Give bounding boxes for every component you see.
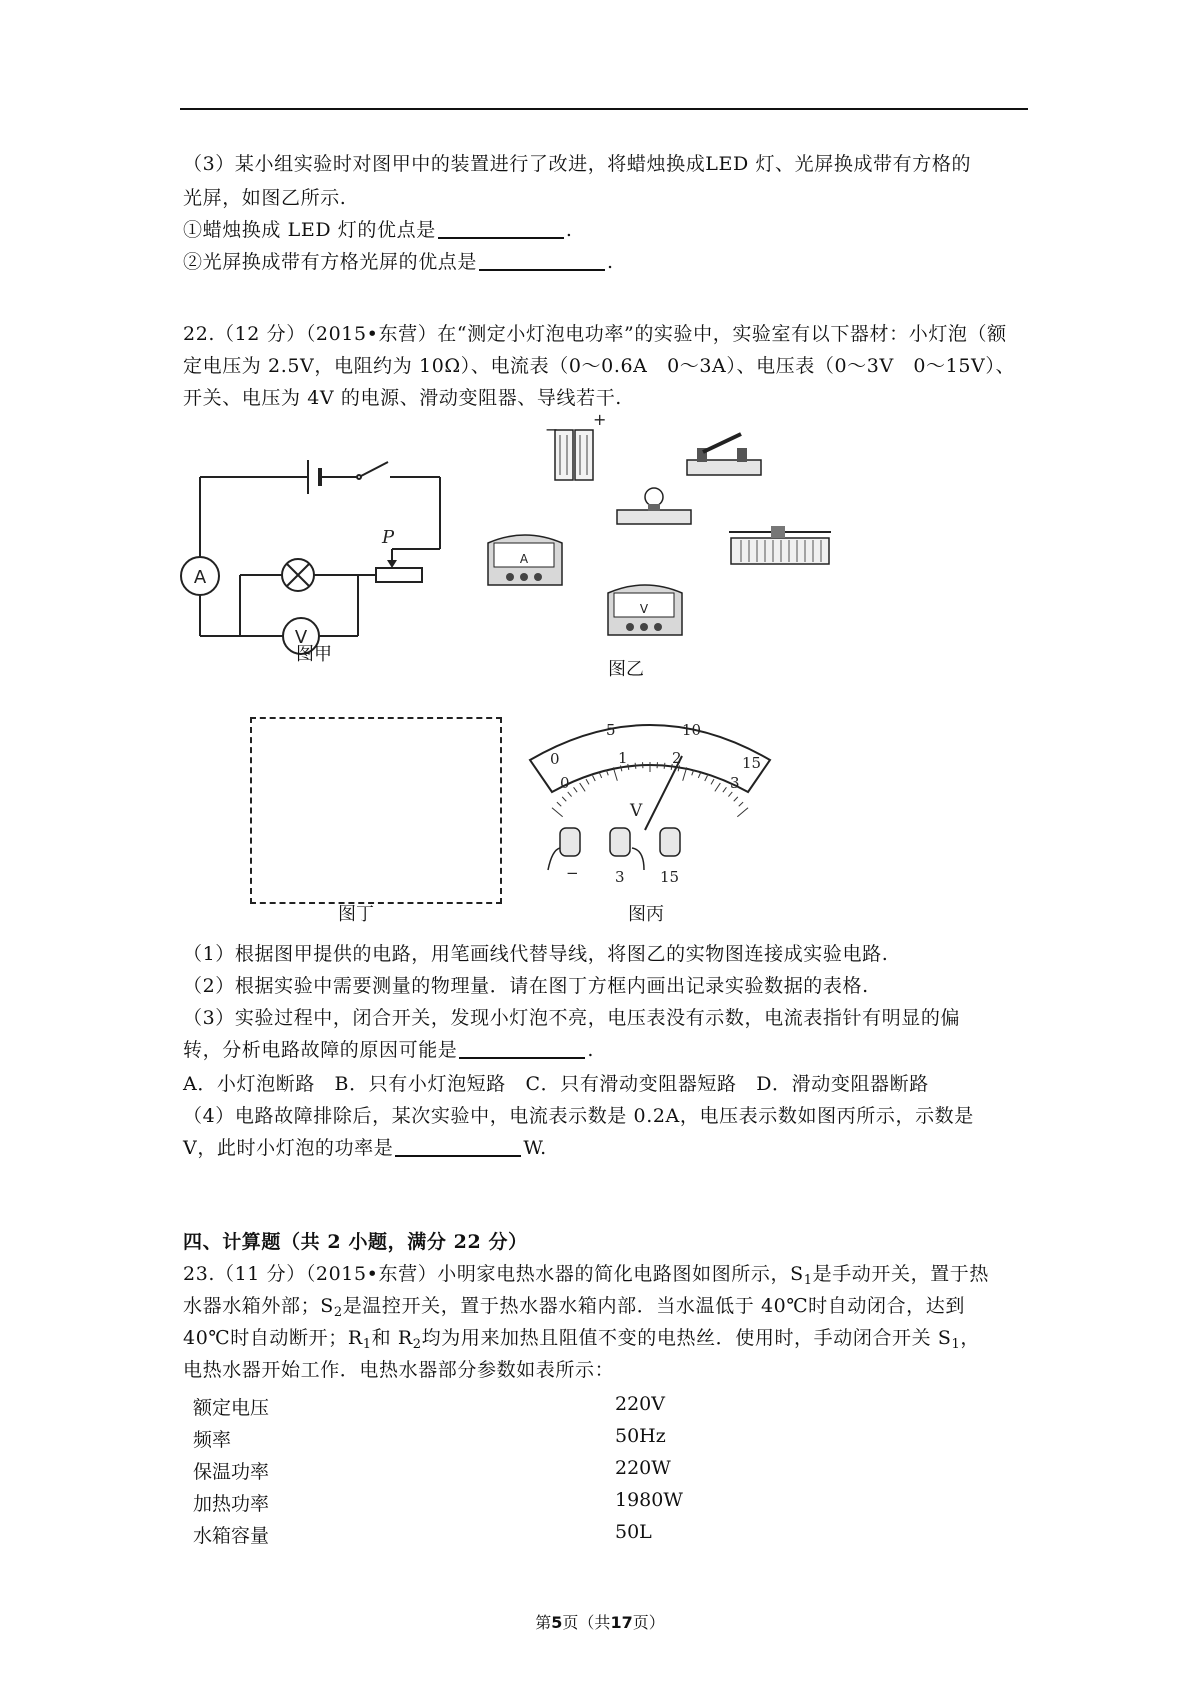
dial-tick [599,772,601,778]
q22-part3-text: 转，分析电路故障的原因可能是 [183,1039,458,1061]
q23-line3 [183,1327,980,1356]
answer-blank[interactable] [479,251,605,271]
q23-line3-text: 40℃时自动断开；R [183,1327,363,1349]
upper-scale-10: 10 [682,721,702,739]
svg-text:A: A [519,552,529,566]
comma: ， [960,1327,980,1349]
q22-part2: （2）根据实验中需要测量的物理量．请在图丁方框内画出记录实验数据的表格. [183,975,869,997]
dial-tick [635,763,636,769]
page-total: 17 [610,1613,633,1632]
answer-blank[interactable] [459,1039,585,1059]
battery-icon [545,410,607,485]
q21-item2 [183,251,614,273]
dial-tick [737,808,748,817]
param-label: 加热功率 [193,1493,270,1515]
dial-tick [586,779,589,784]
q22-part4-line2 [183,1137,547,1159]
lower-scale-2: 2 [672,749,682,767]
unit-w: W. [523,1137,547,1159]
q22-options: A．小灯泡断路 B．只有小灯泡短路 C．只有滑动变阻器短路 D．滑动变阻器断路 [183,1073,929,1095]
dial-tick [728,792,732,797]
param-label: 保温功率 [193,1461,270,1483]
period: . [607,251,614,273]
q22-part1: （1）根据图甲提供的电路，用笔画线代替导线，将图乙的实物图连接成实验电路. [183,943,889,965]
dial-tick [593,776,596,781]
footer-text: 页） [632,1613,665,1632]
page-footer [0,1610,1200,1633]
terminal-15: 15 [660,868,680,886]
param-value: 50L [615,1521,652,1543]
q22-stem-line3: 开关、电压为 4V 的电源、滑动变阻器、导线若干. [183,387,622,409]
ammeter-label: A [193,567,207,588]
terminal-negative: − [566,864,579,882]
q21-item1-text: ①蜡烛换成 LED 灯的优点是 [183,219,436,241]
fig-jia-caption: 图甲 [296,644,332,665]
subscript: 2 [333,1305,343,1320]
voltmeter-device-icon [600,575,690,645]
q21-part3-line1: （3）某小组实验时对图甲中的装置进行了改进，将蜡烛换成LED 灯、光屏换成带有方格的 [183,153,972,175]
dial-tick [723,787,727,792]
q23-line1 [183,1263,989,1292]
param-label: 额定电压 [193,1397,270,1419]
q21-item1 [183,219,572,241]
param-value: 220W [615,1457,671,1479]
circuit-diagram-jia [170,440,460,670]
period: . [565,219,573,241]
q23-line3-tail: 均为用来加热且阻值不变的电热丝．使用时，手动闭合开关 S [421,1327,952,1349]
fig-ding-caption: 图丁 [338,904,374,925]
q22-stem-line1: 22.（12 分）（2015•东营）在“测定小灯泡电功率”的实验中，实验室有以下器材：小灯泡（额 [183,323,1007,345]
slider-label: P [381,527,395,548]
footer-text: 页（共 [562,1613,611,1632]
svg-text:−: − [545,420,559,439]
param-value: 220V [615,1393,665,1415]
q23-line1-tail: 是手动开关，置于热 [812,1263,989,1285]
page-number: 5 [551,1613,563,1632]
period: . [587,1039,595,1061]
lamp-holder-icon [615,485,695,530]
dial-tick [568,792,572,797]
q22-stem-line2: 定电压为 2.5V，电阻约为 10Ω）、电流表（0～0.6A 0～3A）、电压表（0～3V 0～15V）、 [183,355,1016,377]
param-label: 水箱容量 [193,1525,270,1547]
fig-bing-caption: 图丙 [628,904,664,925]
knife-switch-icon [685,430,765,480]
dial-needle [645,756,682,830]
svg-text:+: + [593,410,607,429]
ammeter-device-icon [480,525,570,595]
q23-line3-mid: 和 R [371,1327,413,1349]
dial-tick [580,783,585,791]
q23-line4: 电热水器开始工作．电热水器部分参数如表所示： [183,1359,615,1381]
section4-title: 四、计算题（共 2 小题，满分 22 分） [183,1231,528,1253]
footer-text: 第 [535,1613,552,1632]
q21-item2-text: ②光屏换成带有方格光屏的优点是 [183,251,478,273]
dial-tick [715,783,720,791]
upper-scale-15: 15 [742,754,762,772]
voltmeter-dial [520,700,780,900]
q22-part3-line2 [183,1039,594,1061]
q22-part4-line1: （4）电路故障排除后，某次实验中，电流表示数是 0.2A，电压表示数如图丙所示，示数是 [183,1105,974,1127]
dial-tick [734,797,738,801]
dial-tick [711,779,714,784]
dial-tick [698,772,700,778]
q23-line2-tail: 是温控开关，置于热水器水箱内部．当水温低于 40℃时自动闭合，达到 [342,1295,965,1317]
svg-text:V: V [639,602,649,616]
q23-line1-text: 23.（11 分）（2015•东营）小明家电热水器的简化电路图如图所示，S [183,1263,804,1285]
lower-scale-3: 3 [730,774,740,792]
rheostat-device-icon [725,520,835,575]
answer-blank[interactable] [438,219,564,239]
upper-scale-5: 5 [606,721,616,739]
lower-scale-1: 1 [618,749,628,767]
q23-line2 [183,1295,965,1324]
lower-scale-0: 0 [560,774,570,792]
q22-part4-text: V，此时小灯泡的功率是 [183,1137,394,1159]
data-table-drawing-box[interactable] [250,717,502,904]
param-value: 50Hz [615,1425,666,1447]
subscript: 1 [803,1273,813,1288]
subscript: 1 [362,1337,372,1352]
param-value: 1980W [615,1489,683,1511]
fig-yi-caption: 图乙 [608,659,644,680]
dial-tick [557,802,561,806]
voltmeter-label: V [294,627,308,648]
q21-part3-line2: 光屏，如图乙所示. [183,187,347,209]
q23-line2-text: 水器水箱外部；S [183,1295,334,1317]
dial-tick [739,802,743,806]
answer-blank[interactable] [395,1137,521,1157]
upper-scale-0: 0 [550,750,560,768]
subscript: 2 [412,1337,422,1352]
dial-tick [552,808,563,817]
q22-part3-line1: （3）实验过程中，闭合开关，发现小灯泡不亮，电压表没有示数，电流表指针有明显的偏 [183,1007,961,1029]
dial-tick [562,797,566,801]
param-label: 频率 [193,1429,232,1451]
subscript: 1 [951,1337,961,1352]
header-rule [180,108,1028,110]
dial-tick [574,787,578,792]
dial-tick [705,776,708,781]
terminal-3: 3 [615,868,625,886]
dial-tick [664,763,665,769]
dial-unit: V [630,801,643,821]
